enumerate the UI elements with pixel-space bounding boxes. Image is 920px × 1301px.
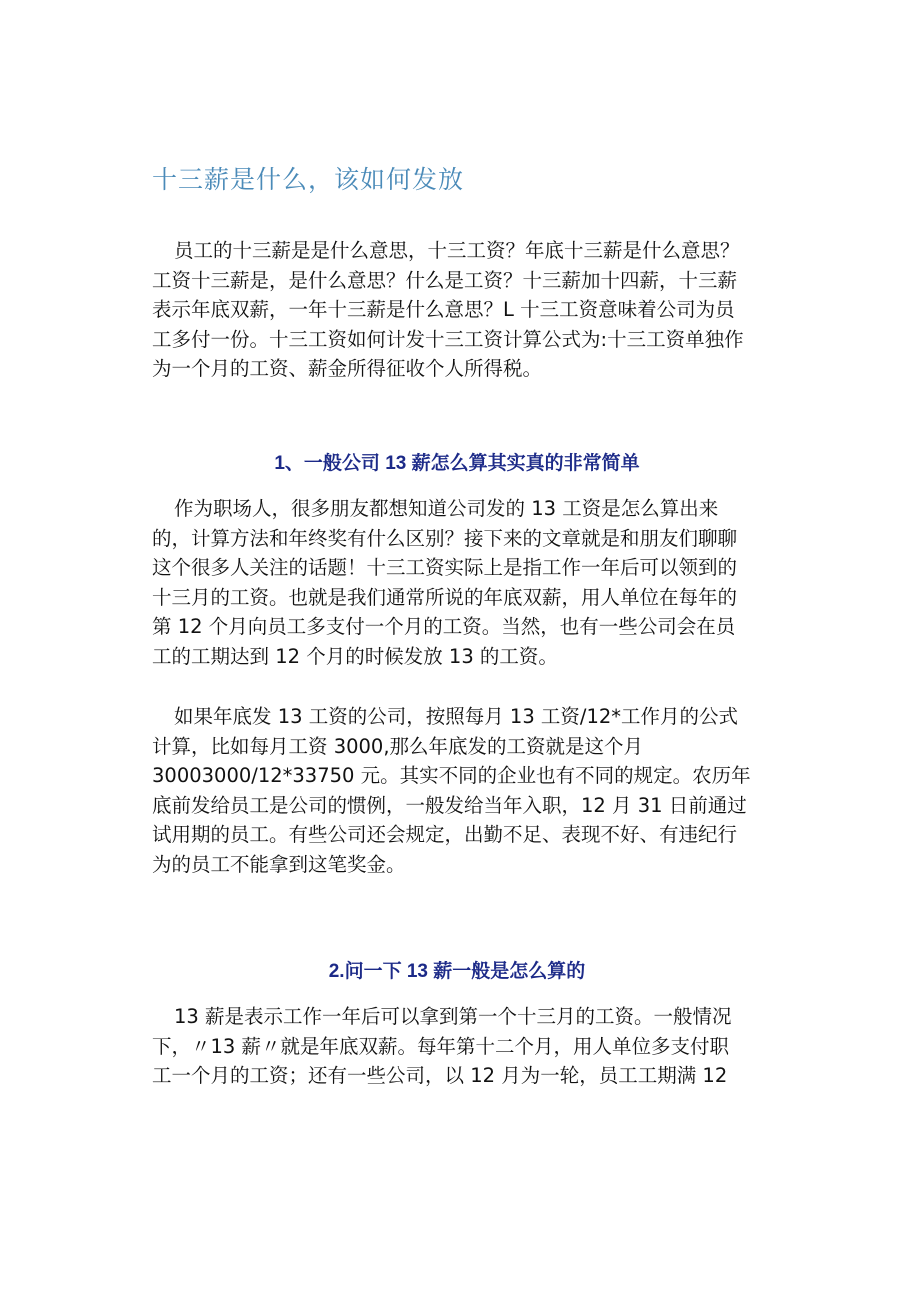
section-1-paragraph-1 bbox=[152, 494, 762, 671]
text-line: 试用期的员工。有些公司还会规定，出勤不足、表现不好、有违纪行 bbox=[152, 823, 738, 846]
text-line: 的，计算方法和年终奖有什么区别？接下来的文章就是和朋友们聊聊 bbox=[152, 526, 738, 550]
text-line: 作为职场人，很多朋友都想知道公司发的 13 工资是怎么算出来 bbox=[174, 497, 719, 520]
text-line: 为一个月的工资、薪金所得征收个人所得税。 bbox=[152, 357, 543, 380]
text-line: 30003000/12*33750 元。其实不同的企业也有不同的规定。农历年 bbox=[152, 764, 751, 787]
text-line: 底前发给员工是公司的惯例，一般发给当年入职，12 月 31 日前通过 bbox=[152, 793, 747, 817]
text-line: 工多付一份。十三工资如何计发十三工资计算公式为:十三工资单独作 bbox=[152, 327, 744, 351]
section-1-paragraph-2 bbox=[152, 702, 762, 879]
text-line: 13 薪是表示工作一年后可以拿到第一个十三月的工资。一般情况 bbox=[174, 1005, 732, 1028]
section-2-paragraph-1 bbox=[152, 1002, 762, 1091]
text-line: 表示年底双薪，一年十三薪是什么意思？L 十三工资意味着公司为员 bbox=[152, 298, 735, 321]
text-line: 员工的十三薪是是什么意思，十三工资？年底十三薪是什么意思？ bbox=[174, 239, 740, 262]
text-line: 工资十三薪是，是什么意思？什么是工资？十三薪加十四薪，十三薪 bbox=[152, 268, 738, 292]
text-line: 第 12 个月向员工多支付一个月的工资。当然，也有一些公司会在员 bbox=[152, 615, 736, 638]
text-line: 为的员工不能拿到这笔奖金。 bbox=[152, 852, 406, 876]
text-line: 计算，比如每月工资 3000,那么年底发的工资就是这个月 bbox=[152, 734, 644, 758]
text-line: 工的工期达到 12 个月的时候发放 13 的工资。 bbox=[152, 644, 558, 668]
text-line: 工一个月的工资；还有一些公司，以 12 月为一轮，员工工期满 12 bbox=[152, 1064, 728, 1087]
text-line: 十三月的工资。也就是我们通常所说的年底双薪，用人单位在每年的 bbox=[152, 585, 738, 609]
text-line: 下，〃13 薪〃就是年底双薪。每年第十二个月，用人单位多支付职 bbox=[152, 1034, 730, 1058]
section-2-heading: 2.问一下 13 薪一般是怎么算的 bbox=[328, 961, 586, 982]
text-line: 如果年底发 13 工资的公司，按照每月 13 工资/12*工作月的公式 bbox=[174, 705, 739, 728]
section-1-heading: 1、一般公司 13 薪怎么算其实真的非常简单 bbox=[274, 453, 640, 474]
text-line: 这个很多人关注的话题！十三工资实际上是指工作一年后可以领到的 bbox=[152, 556, 738, 579]
intro-paragraph bbox=[152, 236, 762, 384]
document-title: 十三薪是什么，该如何发放 bbox=[152, 165, 465, 194]
